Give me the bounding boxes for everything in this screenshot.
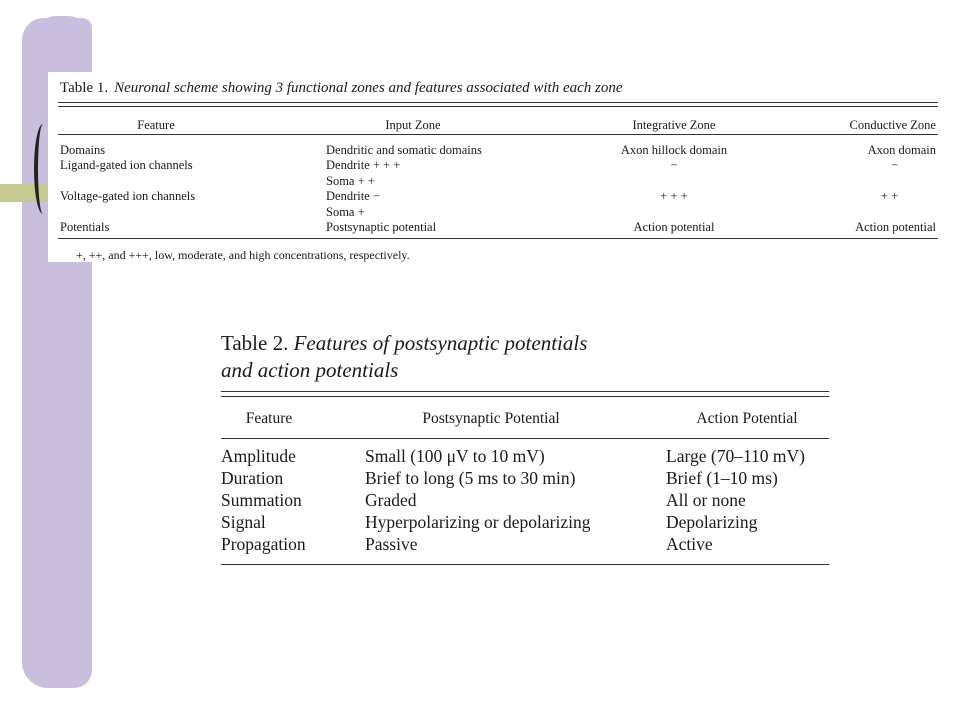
table1-cell: − bbox=[670, 158, 678, 172]
table1-cell: + + bbox=[880, 189, 898, 203]
table1-cell: Action potential bbox=[633, 220, 715, 234]
table2-cell: Signal bbox=[221, 512, 266, 532]
table1-label: Table 1. bbox=[60, 80, 109, 96]
table2-header-cell: Action Potential bbox=[696, 410, 798, 427]
table2-cell: Hyperpolarizing or depolarizing bbox=[365, 512, 591, 532]
table1-cell: Domains bbox=[60, 143, 106, 157]
table1-cell: Soma + bbox=[326, 205, 365, 219]
table2-caption bbox=[221, 330, 587, 384]
table2-top-rule-2 bbox=[221, 396, 829, 397]
table2-header-cell: Postsynaptic Potential bbox=[422, 410, 560, 427]
table2-top-rule bbox=[221, 391, 829, 392]
table1-cell: Dendritic and somatic domains bbox=[326, 143, 482, 157]
table2-cell: Propagation bbox=[221, 534, 306, 554]
table1-cell: Axon domain bbox=[867, 143, 936, 157]
table1-header-cell: Conductive Zone bbox=[849, 118, 936, 132]
table1-top-rule-2 bbox=[58, 106, 938, 107]
table1-header-cell: Integrative Zone bbox=[632, 118, 716, 132]
table2-cell: Amplitude bbox=[221, 446, 296, 466]
table2-cell: Duration bbox=[221, 468, 284, 488]
table1-cell: + + + bbox=[660, 189, 688, 203]
table1-cell: Voltage-gated ion channels bbox=[60, 189, 196, 203]
table1-cell: Axon hillock domain bbox=[620, 143, 728, 157]
table2-header-cell: Feature bbox=[245, 410, 293, 427]
table2-cell: Depolarizing bbox=[666, 512, 758, 532]
table2-label: Table 2. bbox=[221, 331, 289, 355]
table1-cell: Potentials bbox=[60, 220, 110, 234]
table1-cell: Postsynaptic potential bbox=[326, 220, 437, 234]
table2-header-rule bbox=[221, 438, 829, 439]
table1-cell: Soma + + bbox=[326, 174, 375, 188]
table2-cell: Small (100 μV to 10 mV) bbox=[365, 446, 545, 466]
table1-cell: − bbox=[890, 158, 898, 172]
table1-header-cell: Input Zone bbox=[385, 118, 441, 132]
table1-header-cell: Feature bbox=[137, 118, 175, 132]
bracket-mark bbox=[34, 124, 52, 214]
table1-cell: Ligand-gated ion channels bbox=[60, 158, 193, 172]
table2-cell: Large (70–110 mV) bbox=[666, 446, 805, 466]
table1-cell: Action potential bbox=[855, 220, 936, 234]
table1-caption-text: Neuronal scheme showing 3 functional zones and features associated with each zone bbox=[114, 80, 623, 96]
table1-top-rule bbox=[58, 102, 938, 103]
table1-cell: Dendrite − bbox=[326, 189, 380, 203]
table2-cell: Active bbox=[666, 534, 713, 554]
table1-bottom-rule bbox=[58, 238, 938, 239]
table2-cell: Graded bbox=[365, 490, 417, 510]
table2-cell: Passive bbox=[365, 534, 418, 554]
table1-cell: Dendrite + + + bbox=[326, 158, 401, 172]
table2-cell: Brief to long (5 ms to 30 min) bbox=[365, 468, 576, 488]
table2-cell: Brief (1–10 ms) bbox=[666, 468, 778, 488]
table2-caption-line2: and action potentials bbox=[221, 358, 399, 382]
table2-bottom-rule bbox=[221, 564, 829, 565]
table2-cell: Summation bbox=[221, 490, 302, 510]
table1-caption bbox=[60, 80, 623, 97]
table2-caption-line1: Features of postsynaptic potentials bbox=[293, 331, 588, 355]
table1-header-rule bbox=[58, 134, 938, 135]
table2-cell: All or none bbox=[666, 490, 746, 510]
table1-panel bbox=[48, 72, 938, 262]
table1-footnote: +, ++, and +++, low, moderate, and high concentrations, respectively. bbox=[76, 248, 410, 262]
